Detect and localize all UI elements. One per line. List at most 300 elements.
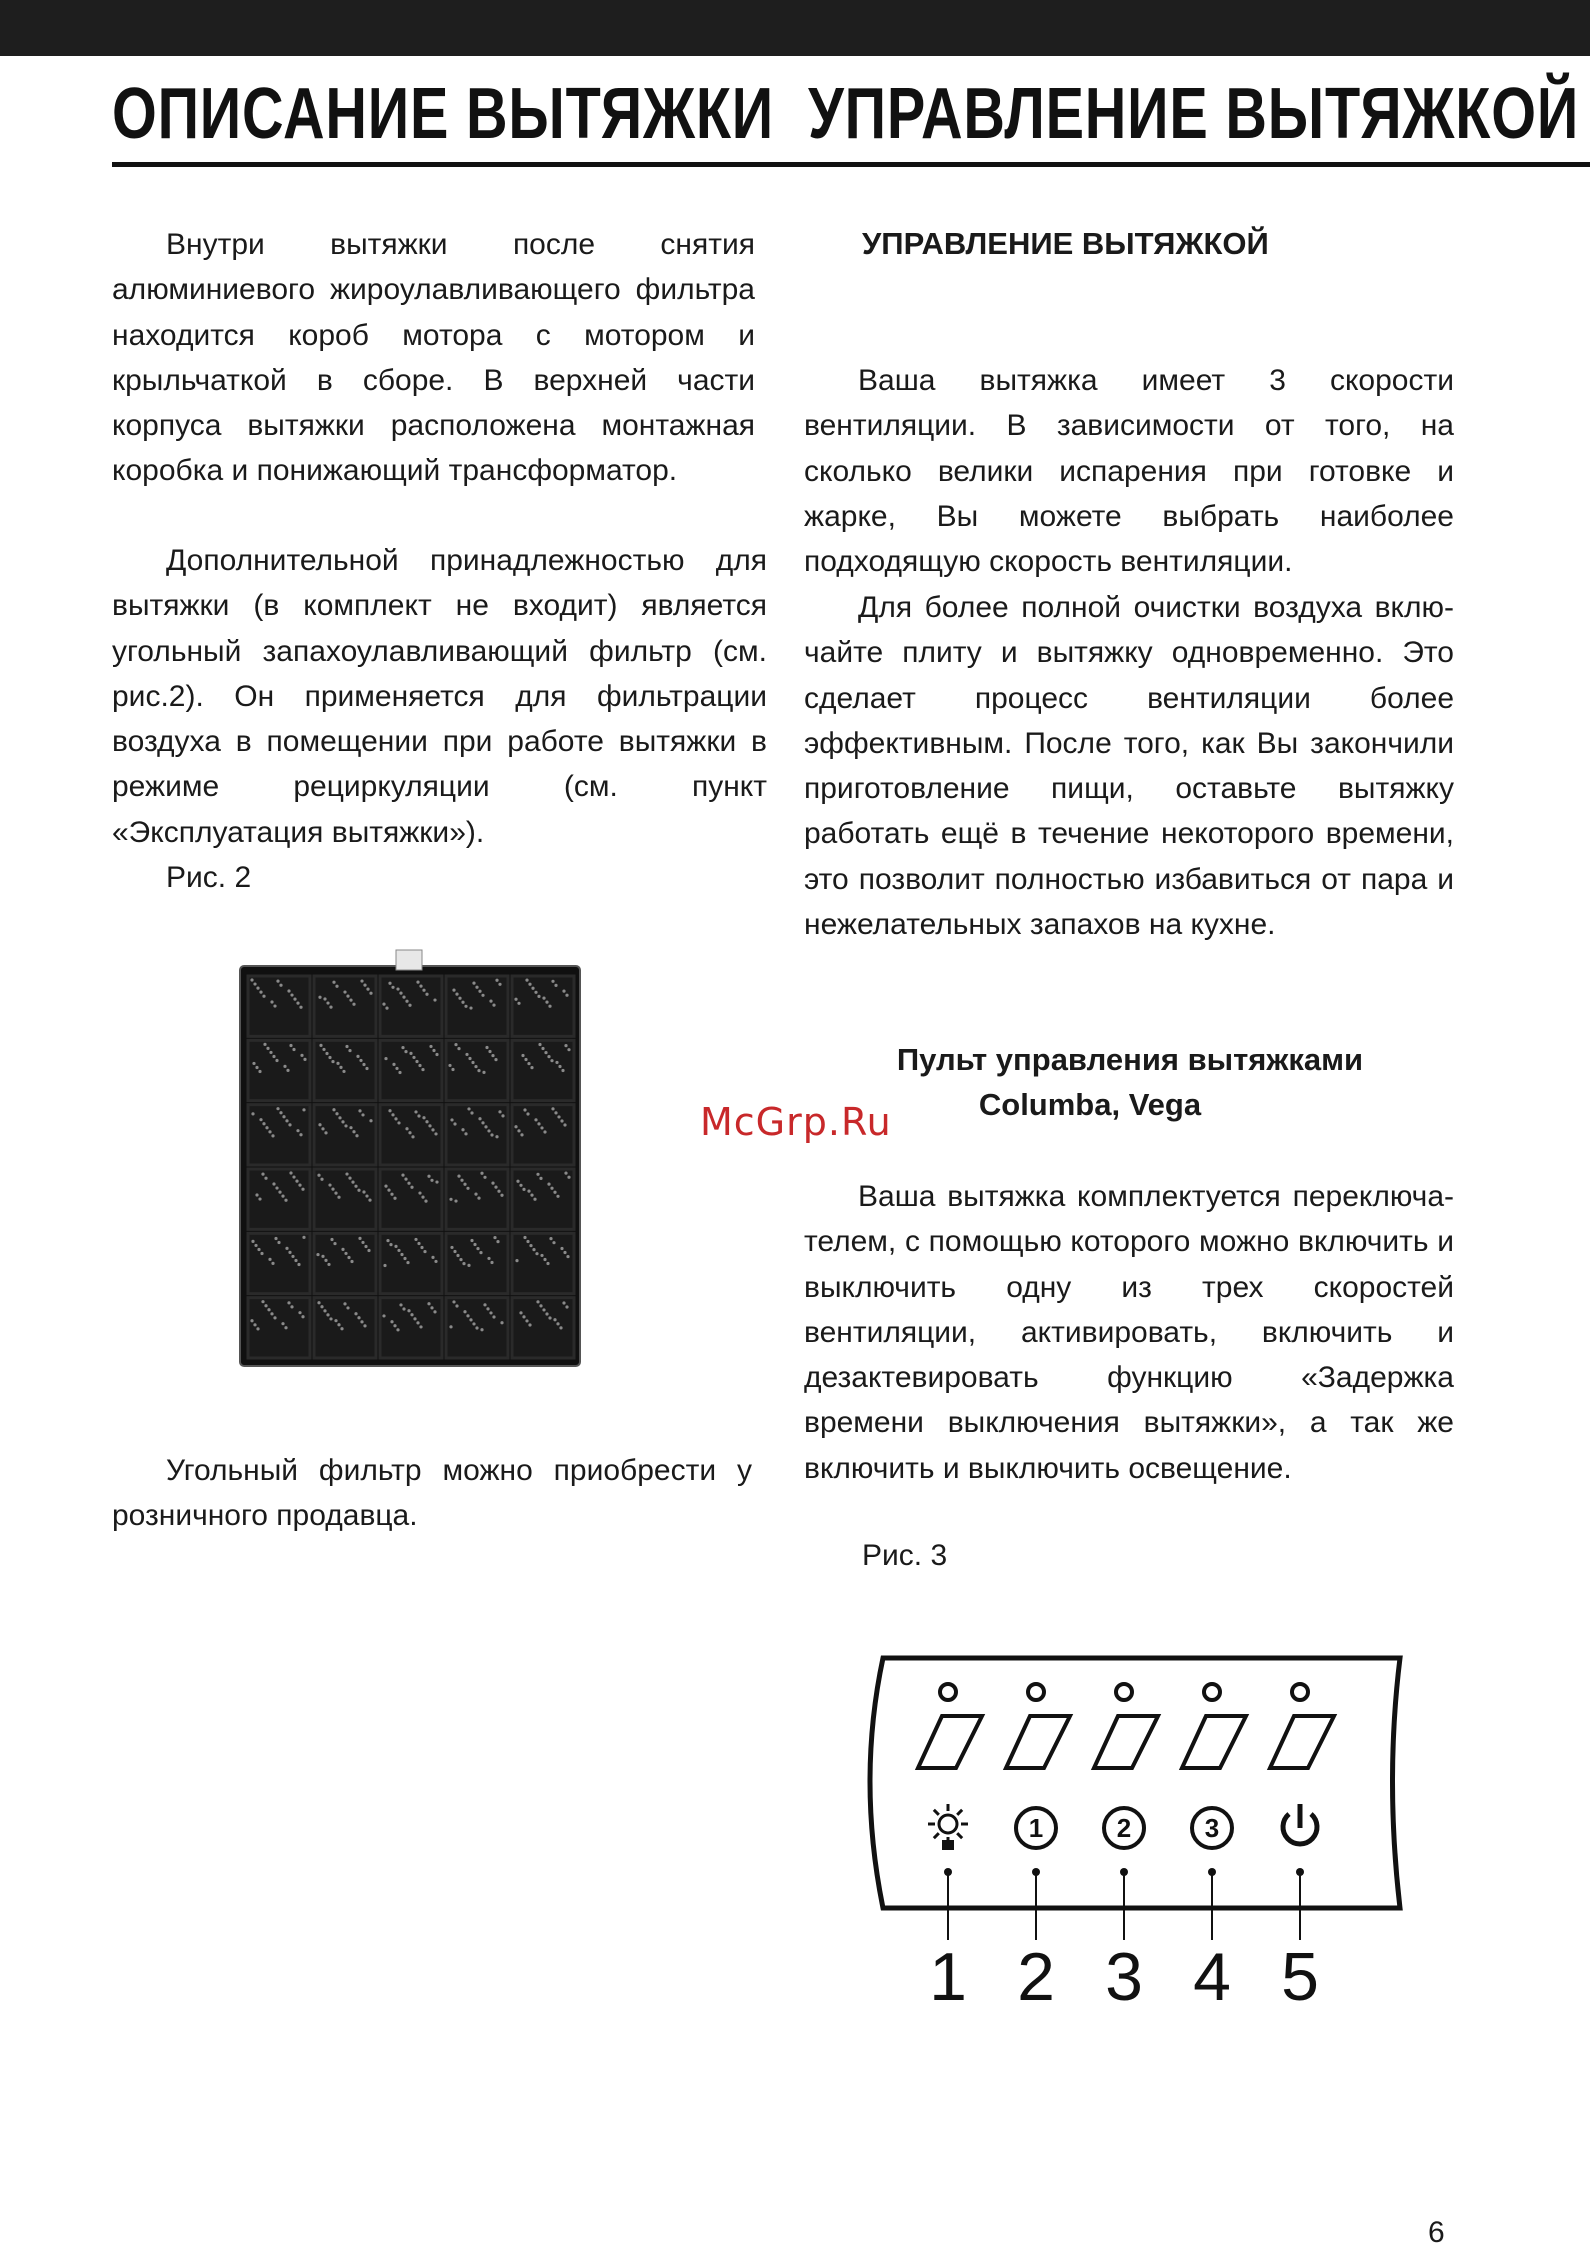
filter-speck	[474, 1065, 477, 1068]
indicator-led-icon	[1292, 1684, 1308, 1700]
filter-speck	[408, 1131, 411, 1134]
filter-speck	[562, 1301, 565, 1304]
filter-speck	[526, 1240, 529, 1243]
filter-speck	[484, 1125, 487, 1128]
filter-speck	[416, 981, 419, 984]
filter-speck	[517, 1002, 520, 1005]
filter-speck	[358, 1109, 361, 1112]
key-outline	[918, 1716, 982, 1768]
panel-button-4[interactable]	[1182, 1684, 1246, 2015]
filter-speck	[537, 1122, 540, 1125]
filter-speck	[318, 1123, 321, 1126]
filter-speck	[486, 1307, 489, 1310]
filter-speck	[454, 1043, 457, 1046]
filter-speck	[347, 1256, 350, 1259]
filter-speck	[433, 1310, 436, 1313]
left-paragraph-1: Внутри вытяжки после снятия алюминиевого жироулавливающего фильтра находится короб мотора с мотором и крыльчаткой в сборе. В верхней части корпуса вытяжки расположена монтажная коробка и понижающий трансформатор.	[112, 228, 755, 488]
filter-speck	[282, 1115, 285, 1118]
filter-speck	[276, 1107, 279, 1110]
filter-speck	[276, 980, 279, 983]
filter-speck	[556, 1322, 559, 1325]
filter-speck	[421, 1068, 424, 1071]
filter-speck	[401, 1046, 404, 1049]
filter-speck	[417, 1114, 420, 1117]
filter-speck	[521, 1054, 524, 1057]
filter-speck	[297, 1263, 300, 1266]
filter-speck	[356, 1055, 359, 1058]
filter-speck	[269, 1051, 272, 1054]
filter-speck	[357, 1189, 360, 1192]
filter-speck	[408, 1004, 411, 1007]
filter-speck	[522, 1188, 525, 1191]
filter-speck	[525, 979, 528, 982]
filter-speck	[407, 1182, 410, 1185]
filter-speck	[289, 1171, 292, 1174]
filter-speck	[561, 1069, 564, 1072]
filter-speck	[271, 1262, 274, 1265]
filter-speck	[545, 1312, 548, 1315]
filter-speck	[434, 1132, 437, 1135]
filter-speck	[275, 1059, 278, 1062]
filter-speck	[284, 1326, 287, 1329]
filter-speck	[344, 1124, 347, 1127]
filter-speck	[472, 982, 475, 985]
filter-speck	[302, 1236, 305, 1239]
filter-speck	[490, 1133, 493, 1136]
filter-speck	[534, 1118, 537, 1121]
filter-speck	[321, 1255, 324, 1258]
filter-speck	[545, 1001, 548, 1004]
filter-speck	[287, 989, 290, 992]
filter-speck	[286, 1069, 289, 1072]
filter-speck	[547, 1183, 550, 1186]
filter-speck	[428, 1124, 431, 1127]
filter-speck	[458, 997, 461, 1000]
filter-speck	[250, 1319, 253, 1322]
filter-speck	[382, 1003, 385, 1006]
filter-speck	[256, 1327, 259, 1330]
filter-speck	[489, 1311, 492, 1314]
filter-speck	[343, 990, 346, 993]
filter-speck	[391, 986, 394, 989]
filter-speck	[292, 1175, 295, 1178]
filter-speck	[384, 1185, 387, 1188]
filter-speck	[334, 1319, 337, 1322]
filter-speck	[363, 984, 366, 987]
filter-speck	[390, 1193, 393, 1196]
filter-speck	[298, 1311, 301, 1314]
filter-speck	[284, 1199, 287, 1202]
filter-speck	[468, 1057, 471, 1060]
filter-speck	[291, 1255, 294, 1258]
indicator-led-icon	[1028, 1684, 1044, 1700]
filter-speck	[469, 1006, 472, 1009]
filter-cell	[248, 1040, 310, 1100]
filter-speck	[351, 1181, 354, 1184]
filter-speck	[427, 1175, 430, 1178]
right-paragraph-2: Для более полной очистки воздуха включайте плиту и вытяжку одновременно. Это сделает процесс вентиляции более эффективным. После того, как Вы закончили приготовление пищи, оставьте вытяжку работать ещё в течение некоторого времени, это позволит полностью избавиться от пара и нежелательных запахов на кухне.	[804, 591, 1454, 942]
filter-speck	[424, 1200, 427, 1203]
filter-speck	[498, 983, 501, 986]
filter-speck	[430, 1179, 433, 1182]
filter-speck	[383, 1264, 386, 1267]
filter-speck	[326, 1001, 329, 1004]
filter-speck	[514, 1125, 517, 1128]
filter-speck	[317, 1301, 320, 1304]
filter-speck	[338, 1116, 341, 1119]
filter-speck	[299, 1133, 302, 1136]
filter-speck	[563, 1251, 566, 1254]
light-icon	[928, 1804, 968, 1850]
filter-speck	[554, 1111, 557, 1114]
filter-speck	[402, 1307, 405, 1310]
filter-speck	[266, 1047, 269, 1050]
filter-speck	[487, 1257, 490, 1260]
filter-speck	[319, 1044, 322, 1047]
filter-speck	[423, 1250, 426, 1253]
filter-speck	[434, 1260, 437, 1263]
filter-speck	[517, 1129, 520, 1132]
filter-speck	[265, 1126, 268, 1129]
filter-speck	[477, 1069, 480, 1072]
filter-speck	[543, 1130, 546, 1133]
filter-speck	[285, 1247, 288, 1250]
filter-speck	[292, 1048, 295, 1051]
speed-number: 1	[1028, 1813, 1044, 1843]
filter-speck	[419, 1325, 422, 1328]
filter-speck	[342, 1070, 345, 1073]
filter-cell	[512, 976, 574, 1036]
filter-speck	[550, 1059, 553, 1062]
filter-speck	[272, 1055, 275, 1058]
filter-speck	[288, 1251, 291, 1254]
filter-speck	[361, 1113, 364, 1116]
filter-speck	[294, 1259, 297, 1262]
filter-speck	[546, 1262, 549, 1265]
filter-speck	[296, 1002, 299, 1005]
filter-speck	[343, 1302, 346, 1305]
filter-speck	[560, 1247, 563, 1250]
filter-cell	[314, 1233, 376, 1293]
filter-speck	[552, 1241, 555, 1244]
filter-speck	[348, 1177, 351, 1180]
filter-speck	[349, 999, 352, 1002]
filter-speck	[455, 1304, 458, 1307]
filter-speck	[361, 1241, 364, 1244]
filter-speck	[453, 1122, 456, 1125]
filter-speck	[251, 1240, 254, 1243]
filter-speck	[396, 987, 399, 990]
filter-speck	[252, 1062, 255, 1065]
filter-speck	[456, 1254, 459, 1257]
filter-speck	[481, 1121, 484, 1124]
filter-speck	[478, 1117, 481, 1120]
filter-speck	[461, 1128, 464, 1131]
filter-speck	[258, 1070, 261, 1073]
filter-speck	[322, 1048, 325, 1051]
filter-speck	[397, 1121, 400, 1124]
filter-speck	[384, 1057, 387, 1060]
filter-speck	[525, 1319, 528, 1322]
filter-speck	[320, 1305, 323, 1308]
filter-speck	[255, 1066, 258, 1069]
filter-speck	[516, 1180, 519, 1183]
filter-speck	[567, 1048, 570, 1051]
filter-speck	[326, 1313, 329, 1316]
filter-speck	[302, 1108, 305, 1111]
filter-speck	[316, 1253, 319, 1256]
filter-speck	[537, 995, 540, 998]
filter-speck	[335, 985, 338, 988]
filter-speck	[293, 998, 296, 1001]
filter-speck	[263, 1043, 266, 1046]
filter-speck	[267, 1308, 270, 1311]
right-paragraph-3: Ваша вытяжка комплектуется переключателем, с помощью которого можно включить и выключить одну из трех скоростей вентиляции, активировать, включить и дезактевировать функцию «Задержка времени выключения вытяжки», а так же включить и выключить освещение.	[804, 1180, 1454, 1485]
filter-speck	[404, 1178, 407, 1181]
filter-speck	[501, 1114, 504, 1117]
key-outline	[1006, 1716, 1070, 1768]
right-subheading: УПРАВЛЕНИЕ ВЫТЯЖКОЙ	[862, 226, 1269, 261]
filter-speck	[479, 1251, 482, 1254]
filter-speck	[327, 1263, 330, 1266]
control-panel-diagram	[855, 1640, 1435, 2040]
filter-speck	[474, 1193, 477, 1196]
filter-speck	[270, 1312, 273, 1315]
filter-speck	[329, 1317, 332, 1320]
filter-cell	[446, 1105, 508, 1165]
filter-speck	[448, 1064, 451, 1067]
filter-speck	[492, 1004, 495, 1007]
filter-speck	[527, 1190, 530, 1193]
carbon-filter-image	[238, 948, 583, 1370]
speed-number: 3	[1204, 1813, 1220, 1843]
filter-speck	[350, 1260, 353, 1263]
filter-speck	[399, 1303, 402, 1306]
figure-2-label: Рис. 2	[166, 861, 252, 894]
top-bar	[0, 0, 1590, 56]
filter-speck	[433, 998, 436, 1001]
filter-speck	[425, 1120, 428, 1123]
filter-speck	[429, 1045, 432, 1048]
filter-speck	[472, 1322, 475, 1325]
filter-speck	[413, 1317, 416, 1320]
filter-speck	[564, 1044, 567, 1047]
filter-speck	[290, 1305, 293, 1308]
filter-speck	[536, 1173, 539, 1176]
filter-speck	[564, 1172, 567, 1175]
filter-speck	[341, 1120, 344, 1123]
filter-speck	[532, 1248, 535, 1251]
filter-speck	[385, 1007, 388, 1010]
filter-speck	[271, 1134, 274, 1137]
filter-speck	[523, 1236, 526, 1239]
filter-speck	[301, 1315, 304, 1318]
filter-speck	[262, 995, 265, 998]
filter-speck	[550, 1187, 553, 1190]
filter-speck	[396, 1328, 399, 1331]
key-outline	[1182, 1716, 1246, 1768]
filter-speck	[264, 1304, 267, 1307]
key-outline	[1094, 1716, 1158, 1768]
filter-speck	[388, 982, 391, 985]
filter-speck	[273, 1316, 276, 1319]
filter-speck	[495, 979, 498, 982]
page-title-right: УПРАВЛЕНИЕ ВЫТЯЖКОЙ	[808, 74, 1580, 154]
filter-speck	[406, 1261, 409, 1264]
filter-speck	[421, 1196, 424, 1199]
filter-speck	[530, 1066, 533, 1069]
filter-speck	[298, 1184, 301, 1187]
filter-speck	[333, 1242, 336, 1245]
filter-speck	[254, 1244, 257, 1247]
filter-speck	[414, 1110, 417, 1113]
filter-speck	[273, 1004, 276, 1007]
filter-speck	[539, 1304, 542, 1307]
panel-button-2[interactable]	[1006, 1684, 1070, 2015]
filter-speck	[555, 1061, 558, 1064]
filter-speck	[432, 1049, 435, 1052]
filter-speck	[278, 1191, 281, 1194]
filter-speck	[542, 997, 545, 1000]
filter-speck	[551, 1107, 554, 1110]
filter-speck	[404, 1050, 407, 1053]
filter-speck	[283, 1065, 286, 1068]
filter-speck	[465, 1053, 468, 1056]
filter-speck	[461, 1001, 464, 1004]
filter-speck	[515, 1259, 518, 1262]
filter-speck	[535, 1252, 538, 1255]
filter-speck	[541, 1047, 544, 1050]
filter-speck	[395, 1067, 398, 1070]
filter-speck	[354, 1312, 357, 1315]
filter-speck	[337, 1196, 340, 1199]
filter-speck	[364, 1245, 367, 1248]
filter-speck	[272, 1182, 275, 1185]
filter-speck	[457, 1047, 460, 1050]
filter-speck	[281, 1195, 284, 1198]
filter-cell	[380, 1040, 442, 1100]
filter-speck	[471, 1061, 474, 1064]
filter-speck	[352, 1003, 355, 1006]
filter-speck	[542, 1308, 545, 1311]
panel-button-5[interactable]	[1270, 1684, 1334, 2015]
filter-cell	[314, 1169, 376, 1229]
filter-speck	[336, 1062, 339, 1065]
filter-speck	[331, 1060, 334, 1063]
filter-speck	[345, 1045, 348, 1048]
filter-speck	[522, 1315, 525, 1318]
filter-speck	[412, 1056, 415, 1059]
indicator-led-icon	[1116, 1684, 1132, 1700]
filter-cell	[380, 1169, 442, 1229]
filter-speck	[359, 1059, 362, 1062]
filter-speck	[393, 1324, 396, 1327]
filter-speck	[481, 994, 484, 997]
filter-speck	[253, 982, 256, 985]
indicator-led-icon	[940, 1684, 956, 1700]
filter-speck	[324, 1131, 327, 1134]
filter-speck	[480, 1172, 483, 1175]
filter-speck	[256, 987, 259, 990]
filter-speck	[563, 1123, 566, 1126]
filter-speck	[475, 986, 478, 989]
filter-speck	[360, 979, 363, 982]
filter-speck	[288, 1123, 291, 1126]
filter-speck	[250, 978, 253, 981]
filter-speck	[487, 1129, 490, 1132]
filter-speck	[354, 1185, 357, 1188]
filter-speck	[489, 1000, 492, 1003]
filter-speck	[366, 988, 369, 991]
filter-speck	[405, 1000, 408, 1003]
filter-speck	[325, 1052, 328, 1055]
filter-speck	[277, 1241, 280, 1244]
filter-speck	[397, 1249, 400, 1252]
filter-speck	[290, 993, 293, 996]
filter-speck	[349, 1126, 352, 1129]
filter-speck	[346, 1306, 349, 1309]
panel-button-3[interactable]	[1094, 1684, 1158, 2015]
filter-speck	[264, 1177, 267, 1180]
filter-speck	[470, 1111, 473, 1114]
title-rule	[112, 162, 1590, 167]
filter-speck	[450, 1246, 453, 1249]
filter-speck	[296, 1129, 299, 1132]
filter-speck	[496, 1240, 499, 1243]
page-title-left: ОПИСАНИЕ ВЫТЯЖКИ	[112, 74, 775, 154]
filter-speck	[488, 1050, 491, 1053]
filter-speck	[258, 1197, 261, 1200]
filter-speck	[533, 1198, 536, 1201]
panel-button-1[interactable]	[918, 1684, 982, 2015]
filter-speck	[360, 1320, 363, 1323]
filter-speck	[528, 983, 531, 986]
right-paragraph-1: Ваша вытяжка имеет 3 скорости вентиляции. В зависимости от того, на сколько велики испарения при готовке и жарке, Вы можете выбрать наиболее подходящую скорость вентиляции.	[804, 364, 1454, 579]
filter-speck	[557, 1115, 560, 1118]
filter-speck	[452, 989, 455, 992]
filter-speck	[318, 996, 321, 999]
filter-speck	[275, 1186, 278, 1189]
filter-speck	[407, 1309, 410, 1312]
filter-speck	[553, 1318, 556, 1321]
filter-speck	[355, 1134, 358, 1137]
filter-speck	[334, 1192, 337, 1195]
filter-cell	[380, 1105, 442, 1165]
filter-speck	[530, 1194, 533, 1197]
filter-speck	[556, 1195, 559, 1198]
filter-speck	[386, 1239, 389, 1242]
filter-speck	[483, 1176, 486, 1179]
filter-speck	[287, 1301, 290, 1304]
filter-speck	[482, 1071, 485, 1074]
filter-speck	[527, 1062, 530, 1065]
filter-speck	[554, 984, 557, 987]
filter-speck	[455, 993, 458, 996]
filter-speck	[543, 1258, 546, 1261]
filter-speck	[452, 1300, 455, 1303]
filter-speck	[418, 1064, 421, 1067]
filter-speck	[259, 1118, 262, 1121]
filter-speck	[548, 1005, 551, 1008]
filter-speck	[320, 1178, 323, 1181]
filter-speck	[391, 1113, 394, 1116]
filter-cell	[446, 1040, 508, 1100]
filter-speck	[547, 1055, 550, 1058]
callout-number: 3	[1105, 1939, 1143, 2015]
filter-speck	[500, 1321, 503, 1324]
filter-speck	[400, 1253, 403, 1256]
filter-speck	[524, 1058, 527, 1061]
